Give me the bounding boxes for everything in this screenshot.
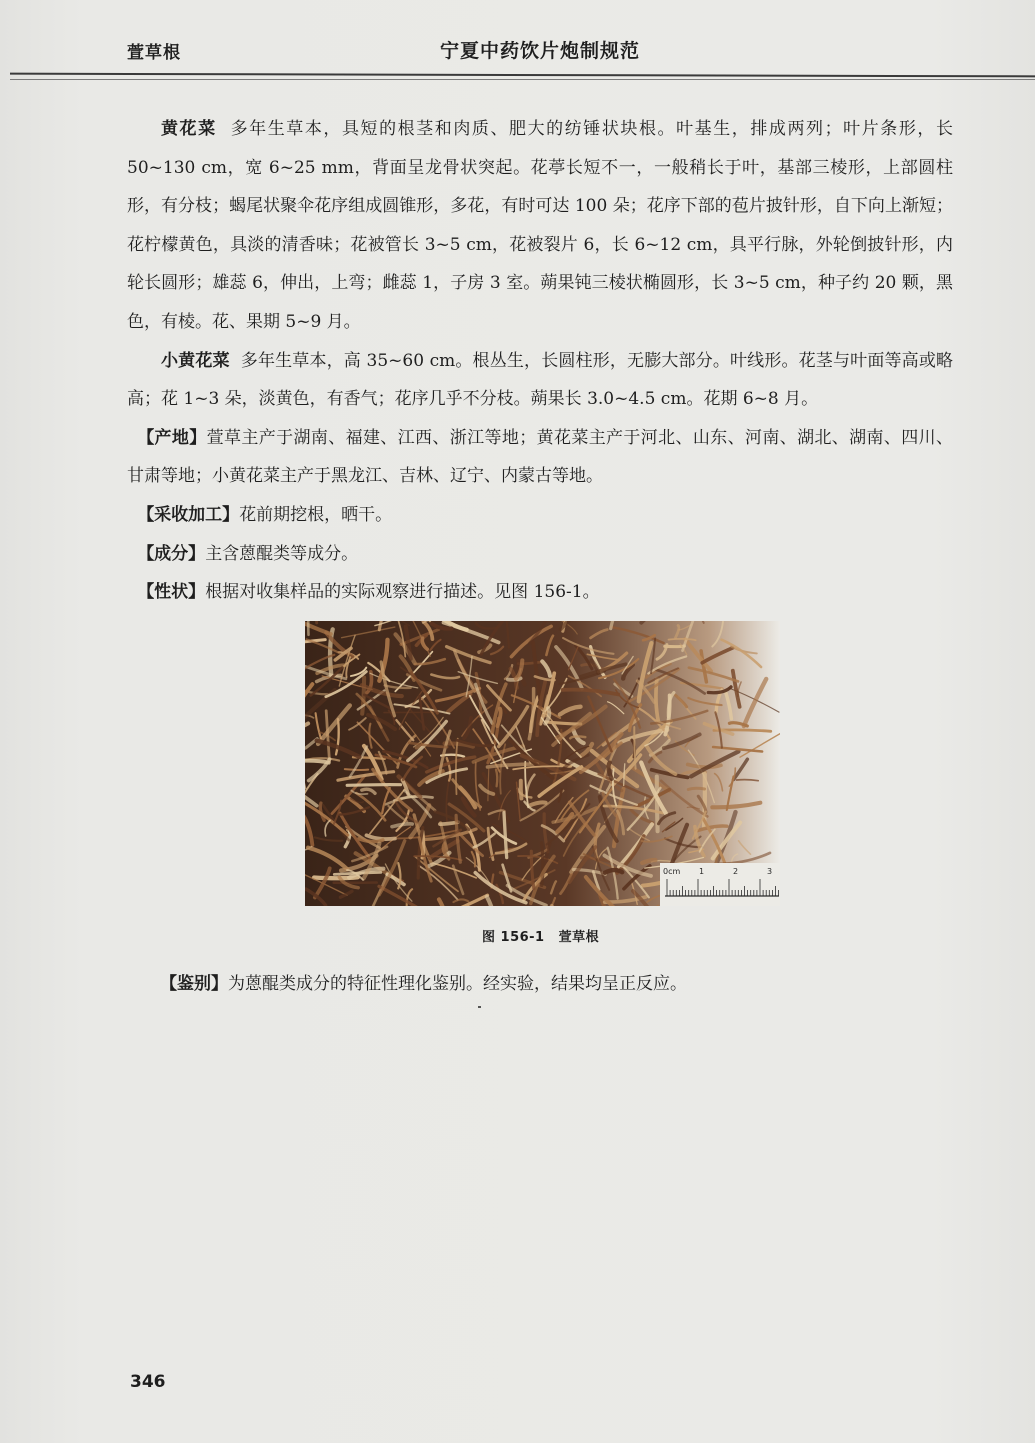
header-rule-thin (10, 79, 1035, 80)
scale-tick-label-1: 1 (699, 867, 705, 876)
caption-title: 萱草根 (558, 930, 600, 945)
main-text (127, 110, 953, 612)
scale-tick-label-2: 2 (733, 867, 739, 876)
root-photo-image (305, 621, 780, 906)
root-fragment (521, 781, 522, 799)
root-fragment (688, 788, 704, 789)
text-harvest: 花前期挖根，晒干。 (239, 504, 393, 525)
paragraph-character (127, 573, 953, 612)
paragraph-composition (127, 535, 953, 574)
figure-root-photo (305, 621, 780, 906)
running-title: 萱草根 (127, 43, 181, 63)
text-huanghuacai: 多年生草本，具短的根茎和肉质、肥大的纺锤状块根。叶基生，排成两列；叶片条形，长50~130 cm，宽 6~25 mm，背面呈龙骨状突起。花葶长短不一，一般稍长于叶，基部三棱形，上部圆柱形，有分枝；蝎尾状聚伞花序组成圆锥形，多花，有时可达 100 朵；花序下部的苞片披针形，自下向上渐短；花柠檬黄色，具淡的清香味；花被管长 3~5 cm，花被裂片 6，长 6~12 cm，具平行脉，外轮倒披针形，内轮长圆形；雄蕊 6，伸出，上弯；雌蕊 1，子房 3 室。蒴果钝三棱状椭圆形，长 3~5 cm，种子约 20 颗，黑色，有棱。花、果期 5~9 月。 (127, 119, 953, 332)
scale-bar (660, 863, 780, 906)
label-harvest: 【采收加工】 (137, 504, 240, 525)
page-number: 346 (130, 1372, 166, 1392)
scale-tick-label-3: 3 (767, 867, 773, 876)
header-rule (10, 73, 1035, 78)
caption-number: 图 156-1 (482, 930, 545, 945)
root-fragment (347, 785, 400, 786)
term-xiaohuanghuacai: 小黄花菜 (161, 350, 230, 371)
label-identification: 【鉴别】 (160, 974, 228, 994)
paragraph-xiaohuanghuacai (127, 342, 953, 419)
scale-unit-label: 0cm (663, 867, 681, 876)
label-character: 【性状】 (137, 582, 206, 603)
book-title: 宁夏中药饮片炮制规范 (440, 40, 641, 62)
label-origin: 【产地】 (137, 427, 207, 448)
figure-caption (482, 926, 599, 945)
paragraph-origin (127, 419, 953, 496)
term-huanghuacai: 黄花菜 (161, 119, 217, 139)
text-composition: 主含蒽醌类等成分。 (205, 543, 359, 564)
text-character: 根据对收集样品的实际观察进行描述。见图 156-1。 (205, 582, 600, 603)
label-composition: 【成分】 (137, 543, 206, 564)
text-xiaohuanghuacai: 多年生草本，高 35~60 cm。根丛生，长圆柱形，无膨大部分。叶线形。花茎与叶面等高或略高；花 1~3 朵，淡黄色，有香气；花序几乎不分枝。蒴果长 3.0~4.5 cm。花期 6~8 月。 (127, 350, 953, 410)
text-identification: 为蒽醌类成分的特征性理化鉴别。经实验，结果均呈正反应。 (228, 974, 687, 994)
text-origin: 萱草主产于湖南、福建、江西、浙江等地；黄花菜主产于河北、山东、河南、湖北、湖南、四川、甘肃等地；小黄花菜主产于黑龙江、吉林、辽宁、内蒙古等地。 (127, 427, 954, 487)
paragraph-harvest (127, 496, 953, 535)
root-fragment (496, 770, 497, 787)
paragraph-identification (160, 965, 960, 1003)
paragraph-huanghuacai (127, 110, 953, 342)
root-fragment (345, 769, 368, 770)
print-speck (478, 1006, 481, 1008)
root-fragment (305, 761, 329, 763)
